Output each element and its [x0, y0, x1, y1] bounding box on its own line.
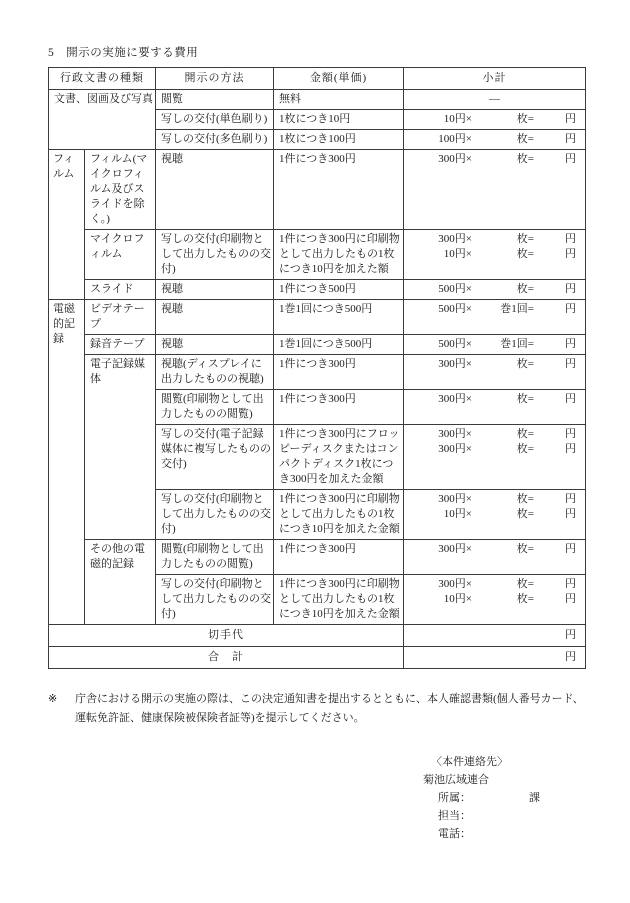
doc-type-cell: 録音テープ [85, 335, 156, 355]
subtotal-cell [404, 390, 586, 425]
table-row [49, 355, 586, 390]
contact-field-department [423, 789, 585, 807]
contact-field-person [423, 807, 585, 825]
subtotal-cell [404, 300, 586, 335]
fill-in-blank [471, 825, 529, 843]
unit-price: 300円× [438, 233, 472, 245]
unit-label: 枚= [516, 233, 534, 245]
postage-label: 切手代 [49, 625, 404, 647]
amount-cell: 1件につき300円 [274, 355, 404, 390]
postage-yen: 円 [404, 625, 586, 647]
contact-suffix: 課 [529, 792, 540, 804]
header-doc-type: 行政文書の種類 [49, 68, 156, 90]
unit-price: 300円× [438, 578, 472, 590]
footnote [48, 690, 585, 728]
subtotal-cell [404, 130, 586, 150]
total-yen: 円 [404, 647, 586, 669]
subtotal-line [404, 132, 585, 147]
doc-type-cell: ビデオテープ [85, 300, 156, 335]
amount-cell: 1枚につき100円 [274, 130, 404, 150]
table-row [49, 335, 586, 355]
amount-cell: 無料 [274, 90, 404, 110]
method-cell: 閲覧(印刷物として出力したものの閲覧) [156, 540, 274, 575]
method-cell: 写しの交付(多色刷り) [156, 130, 274, 150]
subtotal-cell [404, 150, 586, 230]
yen-label: 円 [565, 133, 576, 145]
yen-label: 円 [565, 233, 576, 245]
subtotal-line [404, 112, 585, 127]
subtotal-line [404, 507, 585, 522]
yen-label: 円 [565, 338, 576, 350]
unit-label: 枚= [516, 578, 534, 590]
subtotal-line [404, 337, 585, 352]
subtotal-line [404, 282, 585, 297]
method-cell: 閲覧(印刷物として出力したものの閲覧) [156, 390, 274, 425]
contact-block [423, 753, 585, 843]
amount-cell: 1件につき300円 [274, 540, 404, 575]
subtotal-line [404, 247, 585, 262]
subtotal-line [404, 592, 585, 607]
doc-type-cell: 電子記録媒体 [85, 355, 156, 540]
subtotal-line [404, 232, 585, 247]
yen-label: 円 [565, 493, 576, 505]
method-cell: 写しの交付(印刷物として出力したものの交付) [156, 230, 274, 280]
unit-label: 枚= [516, 248, 534, 260]
footnote-text: 庁舎における開示の実施の際は、この決定通知書を提出するとともに、本人確認書類(個人番号カード、運転免許証、健康保険被保険者証等)を提示してください。 [75, 693, 584, 724]
subtotal-cell [404, 280, 586, 300]
method-cell: 写しの交付(印刷物として出力したものの交付) [156, 575, 274, 625]
table-row [49, 300, 586, 335]
unit-price: 300円× [438, 443, 472, 455]
amount-cell: 1件につき300円 [274, 150, 404, 230]
contact-label: 電話： [438, 828, 471, 840]
unit-label: 枚= [516, 428, 534, 440]
table-row [49, 150, 586, 230]
yen-label: 円 [565, 283, 576, 295]
unit-label: 巻1回= [500, 338, 534, 350]
method-cell: 写しの交付(電子記録媒体に複写したものの交付) [156, 425, 274, 490]
group-label-film: フィルム [49, 150, 85, 300]
subtotal-line [404, 542, 585, 557]
page-title: 5 開示の実施に要する費用 [48, 47, 199, 59]
table-row [49, 90, 586, 110]
subtotal-line [404, 442, 585, 457]
unit-price: 300円× [438, 493, 472, 505]
doc-type-cell: その他の電磁的記録 [85, 540, 156, 625]
method-cell: 写しの交付(印刷物として出力したものの交付) [156, 490, 274, 540]
unit-label: 枚= [516, 543, 534, 555]
yen-label: 円 [565, 428, 576, 440]
table-row [49, 540, 586, 575]
method-cell: 視聴 [156, 335, 274, 355]
fee-table [48, 67, 586, 669]
header-method: 開示の方法 [156, 68, 274, 90]
subtotal-cell [404, 230, 586, 280]
unit-label: 枚= [516, 443, 534, 455]
total-row [49, 647, 586, 669]
subtotal-cell [404, 355, 586, 390]
unit-label: 枚= [516, 113, 534, 125]
method-cell: 視聴 [156, 280, 274, 300]
yen-label: 円 [565, 543, 576, 555]
group-label-electromagnetic: 電磁的記録 [49, 300, 85, 625]
unit-price: 10円× [443, 508, 472, 520]
unit-label: 枚= [516, 493, 534, 505]
yen-label: 円 [565, 393, 576, 405]
yen-label: 円 [565, 113, 576, 125]
yen-label: 円 [565, 358, 576, 370]
unit-label: 枚= [516, 358, 534, 370]
unit-label: 枚= [516, 153, 534, 165]
amount-cell: 1枚につき10円 [274, 110, 404, 130]
header-subtotal: 小計 [404, 68, 586, 90]
amount-cell: 1件につき300円 [274, 390, 404, 425]
subtotal-cell [404, 575, 586, 625]
unit-price: 100円× [438, 133, 472, 145]
unit-price: 500円× [438, 303, 472, 315]
contact-label: 担当： [438, 810, 471, 822]
subtotal-cell: — [404, 90, 586, 110]
subtotal-line [404, 302, 585, 317]
subtotal-cell [404, 335, 586, 355]
subtotal-line [404, 152, 585, 167]
amount-cell: 1件につき300円に印刷物として出力したもの1枚につき10円を加えた額 [274, 230, 404, 280]
amount-cell: 1件につき300円に印刷物として出力したもの1枚につき10円を加えた金額 [274, 490, 404, 540]
unit-label: 枚= [516, 593, 534, 605]
doc-type-cell: フィルム(マイクロフィルム及びスライドを除く。) [85, 150, 156, 230]
yen-label: 円 [565, 443, 576, 455]
unit-price: 500円× [438, 338, 472, 350]
yen-label: 円 [565, 303, 576, 315]
unit-label: 枚= [516, 133, 534, 145]
subtotal-cell [404, 110, 586, 130]
unit-price: 300円× [438, 543, 472, 555]
unit-price: 300円× [438, 393, 472, 405]
doc-type-cell: 文書、図画及び写真 [49, 90, 156, 150]
header-amount: 金額(単価) [274, 68, 404, 90]
unit-label: 巻1回= [500, 303, 534, 315]
yen-label: 円 [565, 593, 576, 605]
table-header-row [49, 68, 586, 90]
contact-heading: 〈本件連絡先〉 [431, 756, 508, 768]
amount-cell: 1件につき500円 [274, 280, 404, 300]
total-label: 合 計 [49, 647, 404, 669]
contact-label: 所属： [438, 792, 471, 804]
footnote-marker: ※ [48, 693, 58, 705]
unit-price: 300円× [438, 153, 472, 165]
unit-label: 枚= [516, 508, 534, 520]
unit-price: 10円× [443, 248, 472, 260]
method-cell: 視聴 [156, 150, 274, 230]
subtotal-line [404, 392, 585, 407]
yen-label: 円 [565, 153, 576, 165]
contact-field-phone [423, 825, 585, 843]
amount-cell: 1件につき300円に印刷物として出力したもの1枚につき10円を加えた金額 [274, 575, 404, 625]
unit-price: 10円× [443, 593, 472, 605]
yen-label: 円 [565, 508, 576, 520]
amount-cell: 1巻1回につき500円 [274, 335, 404, 355]
amount-cell: 1件につき300円にフロッピーディスクまたはコンパクトディスク1枚につき300円を加えた金額 [274, 425, 404, 490]
subtotal-line [404, 427, 585, 442]
postage-row [49, 625, 586, 647]
fill-in-blank [471, 789, 529, 807]
table-row [49, 230, 586, 280]
subtotal-cell [404, 540, 586, 575]
table-row [49, 280, 586, 300]
yen-label: 円 [565, 248, 576, 260]
doc-type-cell: スライド [85, 280, 156, 300]
subtotal-line [404, 492, 585, 507]
contact-org: 菊池広域連合 [423, 774, 489, 786]
method-cell: 視聴(ディスプレイに出力したものの視聴) [156, 355, 274, 390]
method-cell: 閲覧 [156, 90, 274, 110]
doc-type-cell: マイクロフィルム [85, 230, 156, 280]
method-cell: 視聴 [156, 300, 274, 335]
unit-price: 300円× [438, 358, 472, 370]
unit-price: 10円× [443, 113, 472, 125]
subtotal-cell [404, 490, 586, 540]
unit-label: 枚= [516, 393, 534, 405]
fill-in-blank [471, 807, 529, 825]
subtotal-cell [404, 425, 586, 490]
subtotal-line [404, 357, 585, 372]
unit-price: 300円× [438, 428, 472, 440]
amount-cell: 1巻1回につき500円 [274, 300, 404, 335]
unit-price: 500円× [438, 283, 472, 295]
method-cell: 写しの交付(単色刷り) [156, 110, 274, 130]
unit-label: 枚= [516, 283, 534, 295]
subtotal-line [404, 577, 585, 592]
yen-label: 円 [565, 578, 576, 590]
